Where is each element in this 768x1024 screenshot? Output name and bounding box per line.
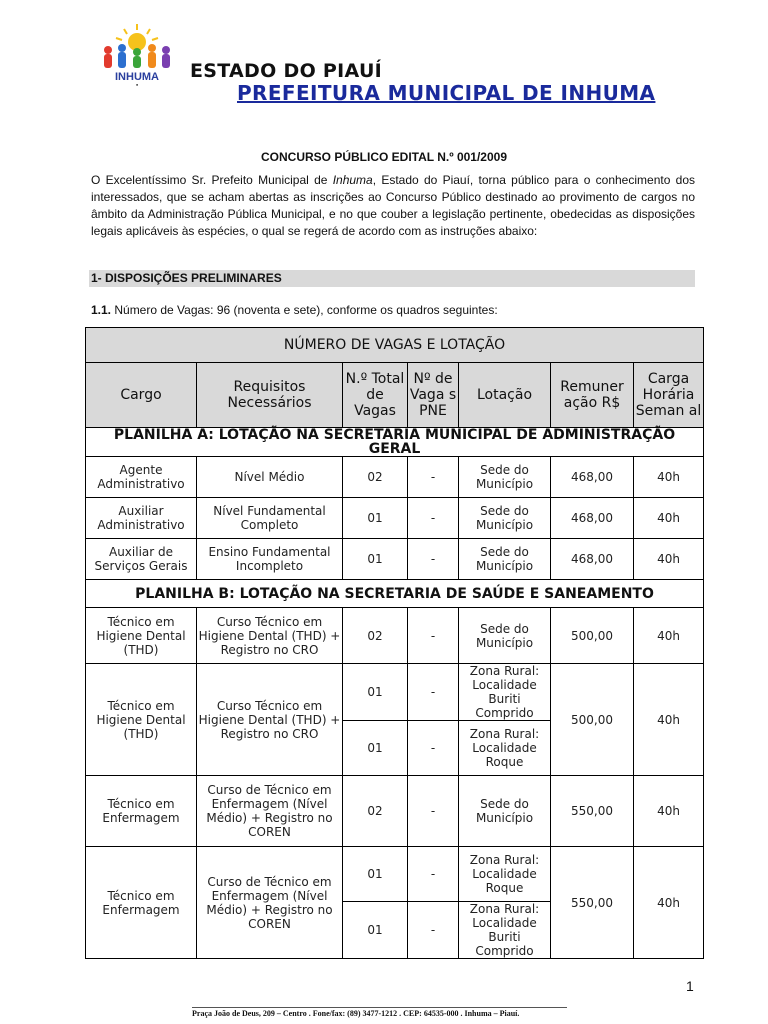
cell-carga: 40h xyxy=(634,664,704,776)
header-cargo: Cargo xyxy=(86,363,197,428)
edital-title: CONCURSO PÚBLICO EDITAL N.º 001/2009 xyxy=(261,150,507,164)
cell-pne: - xyxy=(408,498,459,539)
footer-divider xyxy=(192,1007,567,1008)
table-row xyxy=(86,776,704,847)
cell-lotacao: Sede do Município xyxy=(459,457,551,498)
header-total: N.º Total de Vagas xyxy=(343,363,408,428)
cell-cargo: Técnico em Enfermagem xyxy=(86,847,197,959)
cell-pne: - xyxy=(408,902,459,959)
header-carga: Carga Horária Seman al xyxy=(634,363,704,428)
cell-remuneracao: 468,00 xyxy=(551,498,634,539)
cell-lotacao: Sede do Município xyxy=(459,608,551,664)
cell-pne: - xyxy=(408,457,459,498)
cell-requisito: Nível Médio xyxy=(197,457,343,498)
header-requisitos: Requisitos Necessários xyxy=(197,363,343,428)
cell-carga: 40h xyxy=(634,457,704,498)
cell-pne: - xyxy=(408,776,459,847)
cell-cargo: Técnico em Enfermagem xyxy=(86,776,197,847)
state-name: ESTADO DO PIAUÍ xyxy=(190,60,383,82)
section-heading: 1- DISPOSIÇÕES PRELIMINARES xyxy=(89,270,695,287)
cell-pne: - xyxy=(408,608,459,664)
cell-requisito: Curso de Técnico em Enfermagem (Nível Médio) + Registro no COREN xyxy=(197,847,343,959)
cell-lotacao: Zona Rural: Localidade Roque xyxy=(459,847,551,902)
vacancies-table xyxy=(85,327,704,959)
cell-pne: - xyxy=(408,847,459,902)
cell-carga: 40h xyxy=(634,498,704,539)
cell-total: 01 xyxy=(343,847,408,902)
table-row xyxy=(86,608,704,664)
svg-text:INHUMA: INHUMA xyxy=(115,71,159,83)
table-row xyxy=(86,539,704,580)
cell-total: 01 xyxy=(343,664,408,721)
page-number: 1 xyxy=(686,978,694,994)
footer-address: Praça João de Deus, 209 – Centro . Fone/fax: (89) 3477-1212 . CEP: 64535-000 . Inhuma – Piauí. xyxy=(192,1009,520,1018)
table-row xyxy=(86,498,704,539)
cell-remuneracao: 468,00 xyxy=(551,457,634,498)
table-title: NÚMERO DE VAGAS E LOTAÇÃO xyxy=(86,328,704,363)
cell-cargo: Auxiliar Administrativo xyxy=(86,498,197,539)
cell-lotacao: Zona Rural: Localidade Buriti Comprido xyxy=(459,664,551,721)
cell-remuneracao: 500,00 xyxy=(551,664,634,776)
cell-requisito: Curso de Técnico em Enfermagem (Nível Médio) + Registro no COREN xyxy=(197,776,343,847)
planilha-a-heading: PLANILHA A: LOTAÇÃO NA SECRETARIA MUNICIPAL DE ADMINISTRAÇÃO GERAL xyxy=(86,428,704,457)
city-name: Inhuma xyxy=(332,173,373,187)
item-1-1: 1.1. Número de Vagas: 96 (noventa e sete), conforme os quadros seguintes: xyxy=(91,303,498,317)
prefeitura-title: PREFEITURA MUNICIPAL DE INHUMA xyxy=(237,81,656,105)
cell-carga: 40h xyxy=(634,539,704,580)
svg-text:■: ■ xyxy=(135,83,139,87)
cell-cargo: Técnico em Higiene Dental (THD) xyxy=(86,664,197,776)
cell-total: 02 xyxy=(343,608,408,664)
municipality-logo xyxy=(94,22,180,88)
header-remuneracao: Remuner ação R$ xyxy=(551,363,634,428)
cell-requisito: Curso Técnico em Higiene Dental (THD) + Registro no CRO xyxy=(197,608,343,664)
cell-total: 02 xyxy=(343,457,408,498)
cell-pne: - xyxy=(408,664,459,721)
cell-remuneracao: 468,00 xyxy=(551,539,634,580)
cell-pne: - xyxy=(408,721,459,776)
cell-remuneracao: 500,00 xyxy=(551,608,634,664)
cell-total: 02 xyxy=(343,776,408,847)
cell-carga: 40h xyxy=(634,847,704,959)
cell-requisito: Nível Fundamental Completo xyxy=(197,498,343,539)
cell-carga: 40h xyxy=(634,608,704,664)
intro-paragraph: O Excelentíssimo Sr. Prefeito Municipal de Inhuma, Estado do Piauí, torna público para o conhecimento dos interessados, que se acham abertas as inscrições ao Concurso Público destinado ao provimento de cargos no âmbito da Administração Pública Municipal, e no que couber a legislação pertinente, obedecidas as disposições legais aplicáveis às espécies, o qual se regerá de acordo com as instruções abaixo: xyxy=(91,173,695,238)
cell-lotacao: Sede do Município xyxy=(459,539,551,580)
planilha-b-heading: PLANILHA B: LOTAÇÃO NA SECRETARIA DE SAÚDE E SANEAMENTO xyxy=(86,580,704,608)
cell-lotacao: Zona Rural: Localidade Roque xyxy=(459,721,551,776)
cell-total: 01 xyxy=(343,498,408,539)
cell-cargo: Agente Administrativo xyxy=(86,457,197,498)
cell-lotacao: Zona Rural: Localidade Buriti Comprido xyxy=(459,902,551,959)
cell-total: 01 xyxy=(343,539,408,580)
cell-requisito: Curso Técnico em Higiene Dental (THD) + Registro no CRO xyxy=(197,664,343,776)
cell-cargo: Técnico em Higiene Dental (THD) xyxy=(86,608,197,664)
cell-lotacao: Sede do Município xyxy=(459,776,551,847)
cell-total: 01 xyxy=(343,902,408,959)
cell-remuneracao: 550,00 xyxy=(551,776,634,847)
cell-requisito: Ensino Fundamental Incompleto xyxy=(197,539,343,580)
cell-lotacao: Sede do Município xyxy=(459,498,551,539)
table-row xyxy=(86,664,704,721)
cell-carga: 40h xyxy=(634,776,704,847)
cell-cargo: Auxiliar de Serviços Gerais xyxy=(86,539,197,580)
cell-pne: - xyxy=(408,539,459,580)
header-lotacao: Lotação xyxy=(459,363,551,428)
header-pne: Nº de Vaga s PNE xyxy=(408,363,459,428)
cell-remuneracao: 550,00 xyxy=(551,847,634,959)
table-row xyxy=(86,457,704,498)
cell-total: 01 xyxy=(343,721,408,776)
table-row xyxy=(86,847,704,902)
